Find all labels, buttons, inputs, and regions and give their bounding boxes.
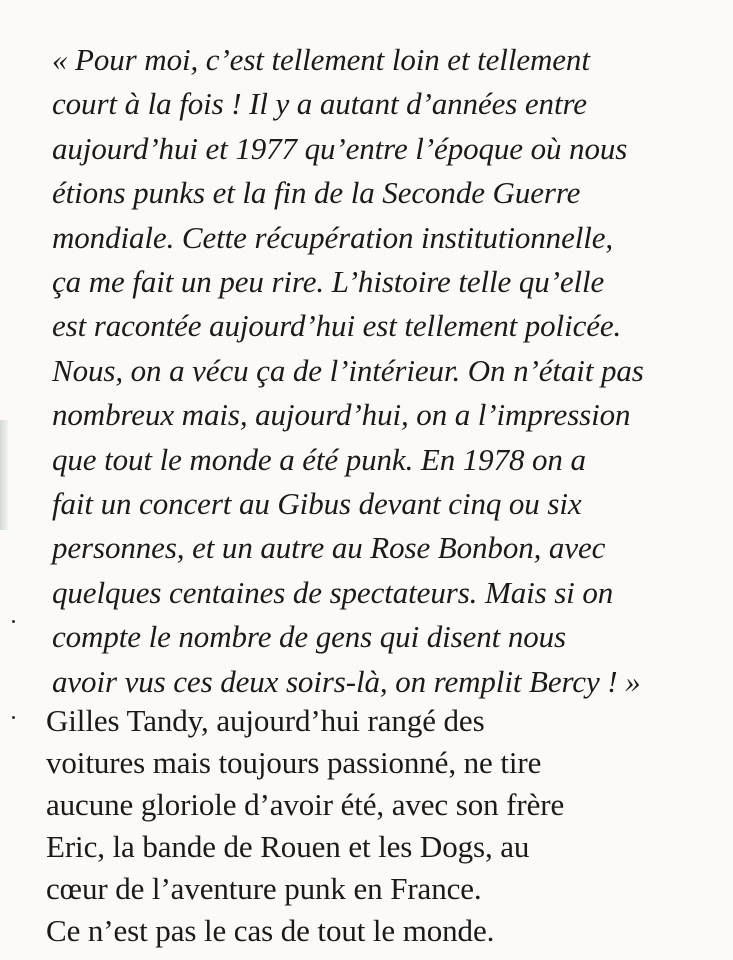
quote-line: est racontée aujourd’hui est tellement policée. (52, 308, 622, 344)
quote-line: ça me fait un peu rire. L’histoire telle qu’elle (52, 264, 605, 300)
quote-line: étions punks et la fin de la Seconde Guerre (52, 175, 581, 211)
quote-line: compte le nombre de gens qui disent nous (52, 619, 567, 655)
margin-dot (12, 620, 15, 623)
margin-dot (12, 716, 15, 719)
body-line: Ce n’est pas le cas de tout le monde. (46, 913, 495, 948)
quote-line: aujourd’hui et 1977 qu’entre l’époque où nous (52, 130, 628, 166)
quote-line: fait un concert au Gibus devant cinq ou six (52, 486, 582, 522)
quote-line: nombreux mais, aujourd’hui, on a l’impression (52, 397, 631, 433)
body-line: aucune gloriole d’avoir été, avec son frère (46, 787, 565, 822)
quote-line: « Pour moi, c’est tellement loin et tellement (52, 42, 590, 77)
body-line: Eric, la bande de Rouen et les Dogs, au (46, 829, 530, 864)
quote-line: court à la fois ! Il y a autant d’années entre (52, 86, 587, 122)
quote-line: que tout le monde a été punk. En 1978 on a (52, 441, 586, 477)
quote-line: mondiale. Cette récupération institutionnelle, (52, 219, 614, 255)
body-line: Gilles Tandy, aujourd’hui rangé des (46, 703, 485, 738)
page-edge-shadow (0, 420, 8, 530)
body-paragraph (46, 700, 706, 952)
body-line: cœur de l’aventure punk en France. (46, 871, 482, 906)
body-line: voitures mais toujours passionné, ne tire (46, 745, 542, 780)
quote-line: personnes, et un autre au Rose Bonbon, avec (52, 530, 606, 566)
quote-line: avoir vus ces deux soirs-là, on remplit Bercy ! » (52, 663, 641, 699)
quote-line: quelques centaines de spectateurs. Mais si on (52, 574, 614, 610)
quote-line: Nous, on a vécu ça de l’intérieur. On n’était pas (52, 352, 644, 388)
quote-block (52, 38, 702, 704)
